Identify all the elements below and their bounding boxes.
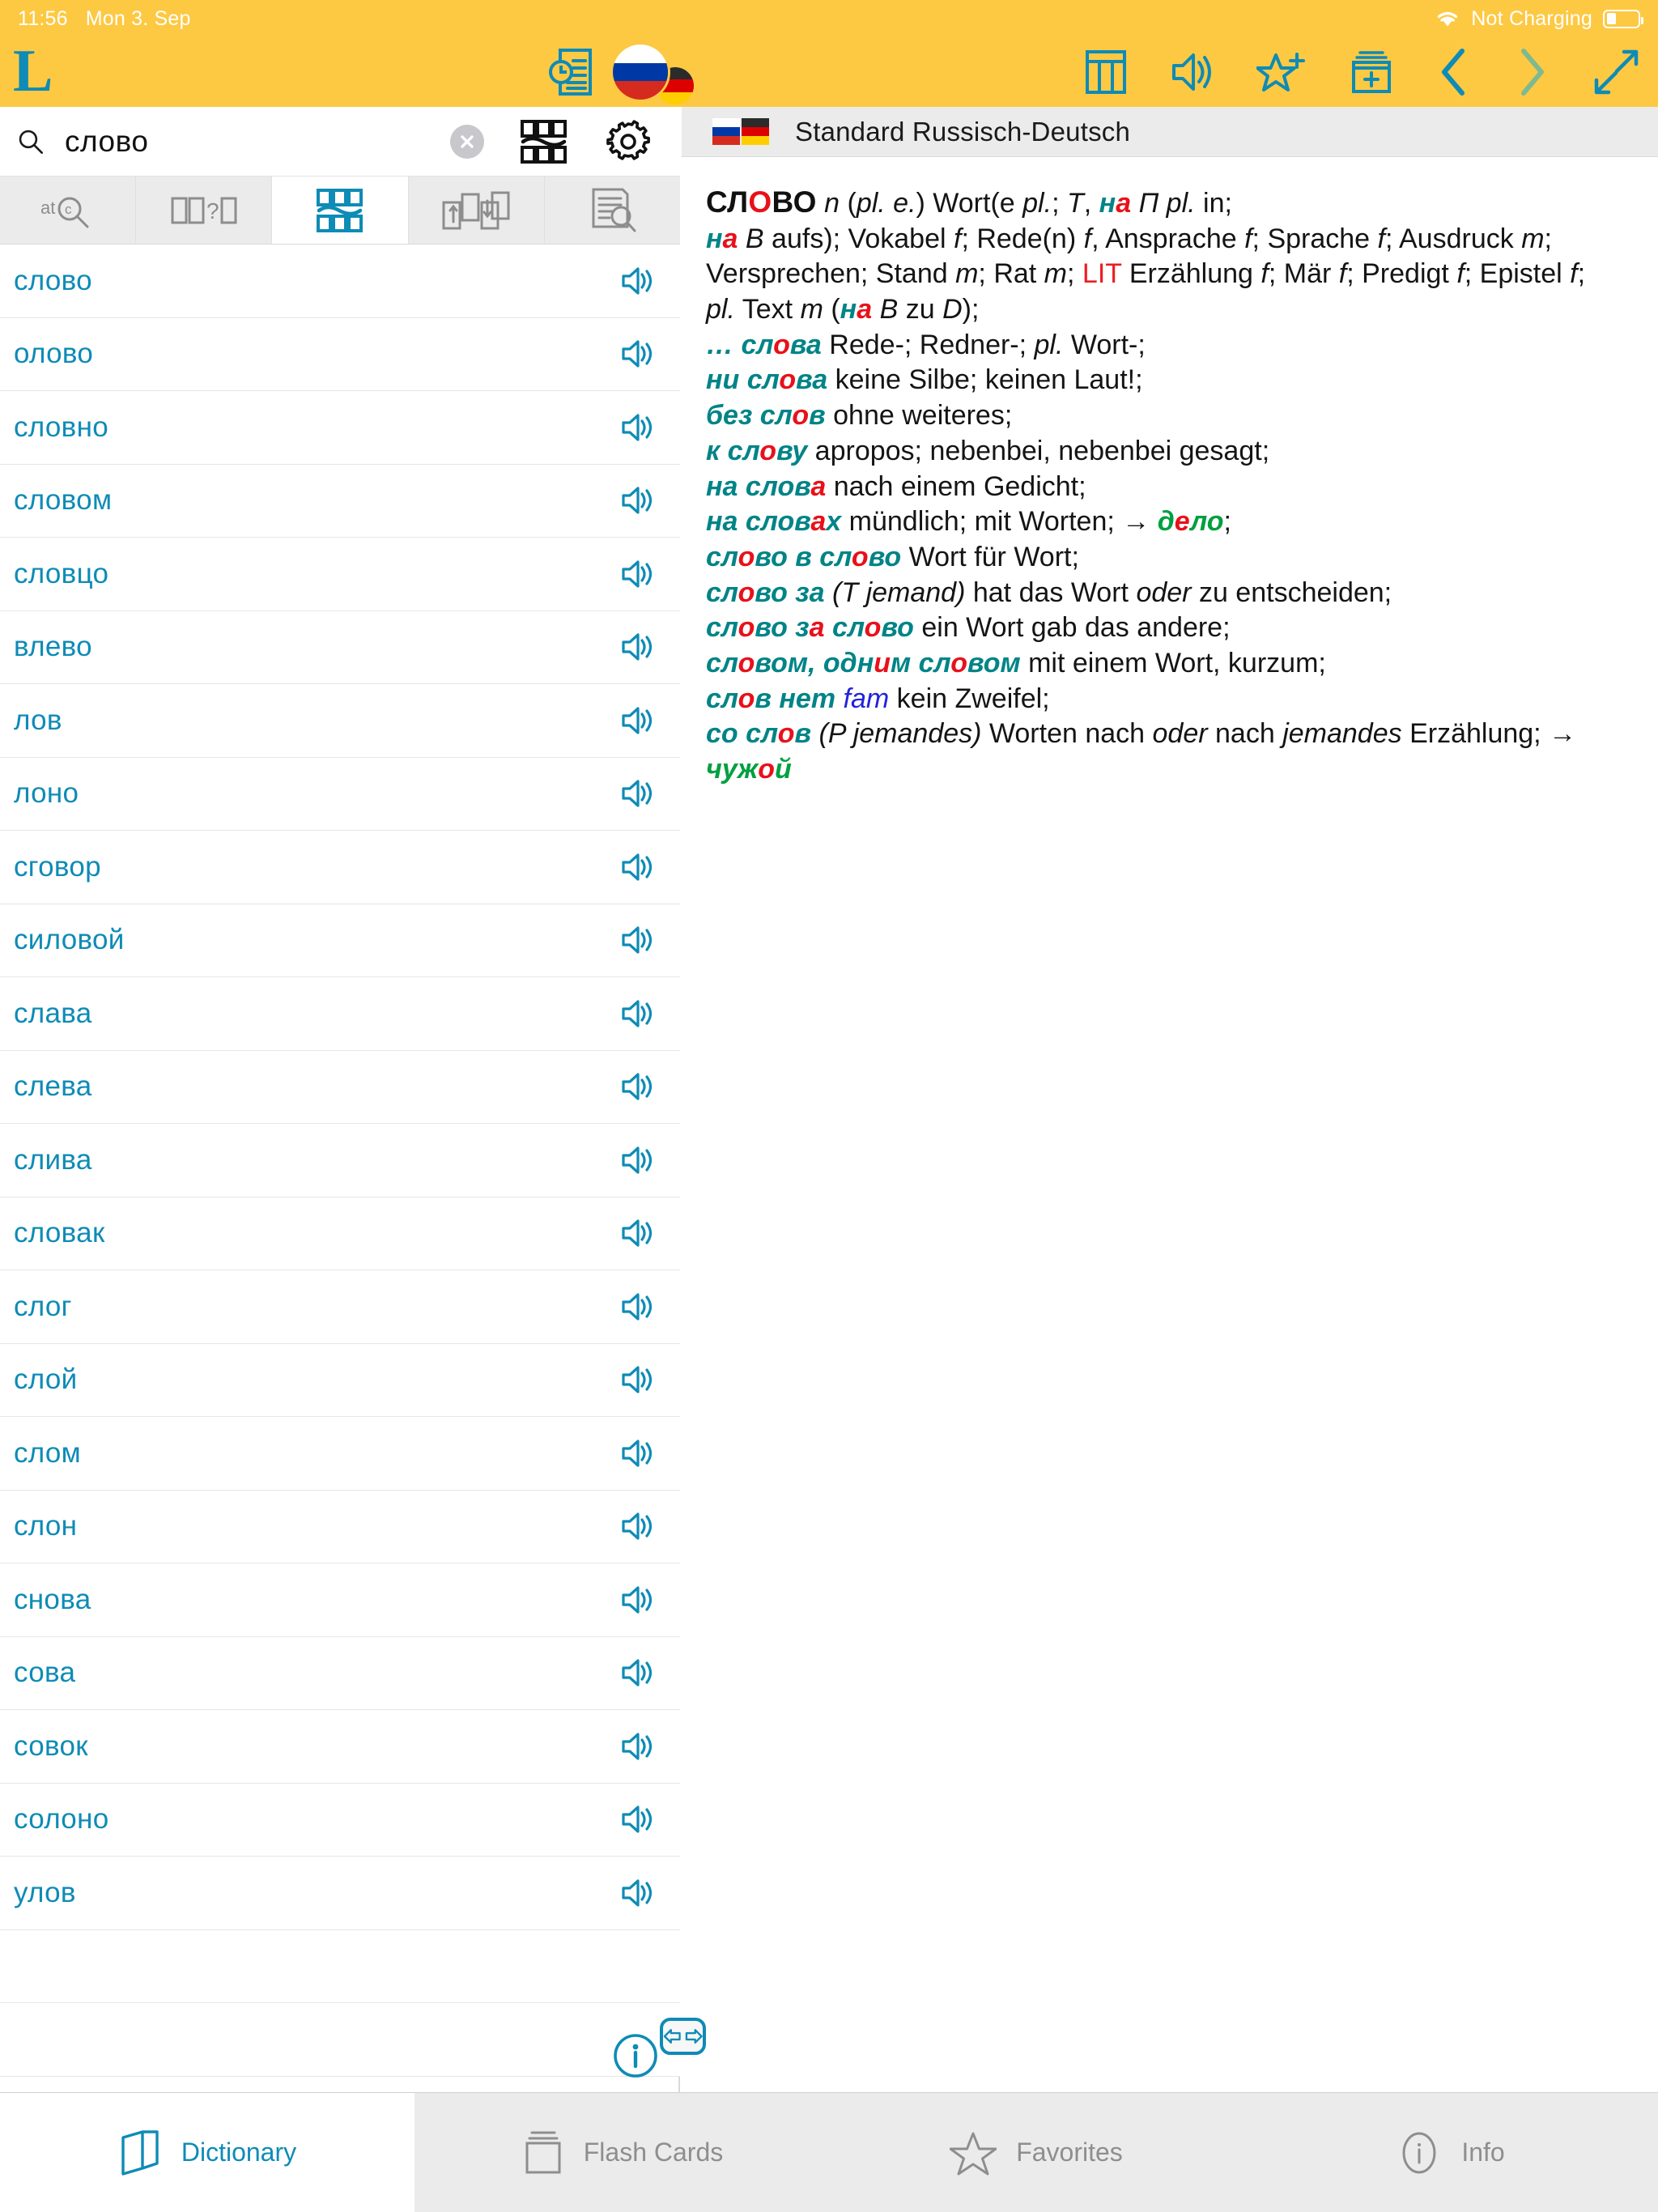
forward-chevron-icon[interactable]	[1514, 46, 1550, 98]
speaker-icon[interactable]	[620, 1509, 657, 1543]
speaker-icon[interactable]	[620, 1436, 657, 1470]
status-time: 11:56	[18, 6, 68, 30]
speaker-icon[interactable]	[620, 630, 657, 664]
tab-info[interactable]	[1244, 2093, 1658, 2212]
entry-line-12: слово за (T jemand) hat das Wort oder zu entscheiden;	[706, 576, 1392, 608]
german-flag-icon	[742, 118, 769, 146]
word-list-item-label: совок	[14, 1729, 88, 1762]
word-list-item-label: слом	[14, 1436, 82, 1469]
svg-text:c: c	[64, 201, 72, 217]
speaker-icon[interactable]	[620, 1876, 657, 1910]
wifi-icon	[1435, 9, 1460, 28]
word-list-item[interactable]	[0, 538, 680, 611]
word-list-item-label: словом	[14, 484, 113, 517]
history-document-icon[interactable]	[549, 48, 593, 96]
word-list-item[interactable]	[0, 1637, 680, 1711]
speaker-icon[interactable]	[620, 776, 657, 810]
tab-reverse-search[interactable]	[409, 177, 545, 244]
dictionary-flags	[712, 118, 769, 146]
word-list-item[interactable]	[0, 245, 680, 318]
main-content	[0, 107, 1658, 2092]
word-list-item[interactable]	[0, 1784, 680, 1857]
speaker-icon[interactable]	[620, 1656, 657, 1690]
tab-dictionary-label: Dictionary	[181, 2138, 297, 2167]
speaker-icon[interactable]	[620, 483, 657, 517]
word-list-item[interactable]	[0, 1857, 680, 1930]
speaker-icon[interactable]	[620, 997, 657, 1031]
word-list-item-label: олово	[14, 338, 94, 370]
fullscreen-expand-icon[interactable]	[1592, 47, 1640, 97]
word-list-item[interactable]	[0, 977, 680, 1051]
entry-line-16: со слов (P jemandes) Worten nach oder nach jemandes Erzählung; →	[706, 718, 1577, 750]
language-pair-flags-icon[interactable]	[610, 42, 699, 102]
star-icon	[950, 2129, 997, 2176]
speaker-icon[interactable]	[620, 1216, 657, 1250]
word-list-item[interactable]	[0, 904, 680, 978]
entry-line-2: на B aufs); Vokabel f; Rede(n) f, Ansprache f; Sprache f; Ausdruck m;	[706, 223, 1552, 254]
arrow-right-icon	[684, 2027, 704, 2045]
entry-line-14: словом, одним словом mit einem Wort, kurzum;	[706, 647, 1326, 678]
speaker-icon[interactable]	[620, 410, 657, 445]
word-list-item-label: словцо	[14, 557, 109, 589]
word-list-item-label: снова	[14, 1583, 91, 1615]
word-list-item-label: влево	[14, 631, 92, 663]
tab-flash-cards[interactable]	[414, 2093, 829, 2212]
entry-line-15: слов нет fam kein Zweifel;	[706, 683, 1050, 714]
speaker-icon[interactable]	[620, 1070, 657, 1104]
left-pane	[0, 107, 680, 2092]
word-list-item-label: лоно	[14, 777, 79, 810]
word-list-item[interactable]	[0, 758, 680, 832]
svg-text:?: ?	[206, 198, 219, 223]
tab-favorites-label: Favorites	[1016, 2138, 1123, 2167]
search-bar	[0, 107, 680, 177]
status-bar-left	[0, 7, 191, 31]
word-list-item[interactable]	[0, 1344, 680, 1418]
layout-columns-icon[interactable]	[1085, 49, 1127, 96]
entry-line-headword: СЛОВО n (pl. e.) Wort(e pl.; T, на П pl. in;	[706, 185, 1232, 219]
word-list-item-label: слива	[14, 1143, 92, 1176]
search-icon	[18, 125, 44, 159]
pane-splitter-handle[interactable]	[660, 2018, 706, 2055]
speaker-icon[interactable]	[620, 1363, 657, 1397]
tab-dictionary[interactable]	[0, 2093, 414, 2212]
word-list-item[interactable]	[0, 1710, 680, 1784]
word-list-item-label: солоно	[14, 1803, 109, 1836]
status-bar	[0, 0, 1658, 37]
dictionary-title-bar[interactable]	[682, 107, 1658, 157]
battery-status-label: Not Charging	[1471, 6, 1592, 30]
open-book-icon	[118, 2128, 162, 2178]
entry-line-13: слово за слово ein Wort gab das andere;	[706, 612, 1231, 644]
virtual-keyboard-icon[interactable]	[520, 118, 568, 165]
arrow-left-icon	[663, 2027, 682, 2045]
tab-headword-search[interactable]	[0, 177, 136, 244]
word-list-item-label: слово	[14, 264, 92, 296]
tab-flash-cards-label: Flash Cards	[583, 2138, 724, 2167]
speaker-icon[interactable]	[620, 1290, 657, 1324]
word-list-item[interactable]	[0, 318, 680, 392]
word-list-item[interactable]	[0, 1124, 680, 1197]
word-list-item-label: сова	[14, 1657, 76, 1689]
entry-line-5: … слова Rede-; Redner-; pl. Wort-;	[706, 329, 1146, 360]
dictionary-entry	[682, 157, 1658, 788]
tab-fuzzy-search[interactable]	[272, 177, 408, 244]
word-list-item[interactable]	[0, 611, 680, 685]
bottom-tab-bar	[0, 2092, 1658, 2212]
speaker-icon[interactable]	[620, 337, 657, 371]
russian-flag-icon	[610, 42, 670, 102]
speaker-icon[interactable]	[1169, 49, 1214, 96]
speaker-icon[interactable]	[620, 1802, 657, 1836]
add-to-favorites-star-icon[interactable]	[1256, 49, 1307, 96]
info-circle-icon	[1397, 2129, 1442, 2176]
tab-fulltext-search[interactable]	[545, 177, 680, 244]
clear-icon[interactable]	[450, 125, 484, 159]
word-list-item-label: слава	[14, 997, 92, 1029]
app-header	[0, 37, 1658, 107]
card-stack-icon	[521, 2128, 564, 2178]
word-list-item[interactable]	[0, 831, 680, 904]
word-list-item[interactable]	[0, 465, 680, 538]
word-list-item[interactable]	[0, 1051, 680, 1125]
word-list-item-label: слой	[14, 1363, 78, 1396]
entry-line-8: к слову apropos; nebenbei, nebenbei gesagt;	[706, 435, 1270, 466]
status-date: Mon 3. Sep	[85, 6, 191, 30]
word-list-item[interactable]	[0, 684, 680, 758]
word-list-item-label: улов	[14, 1876, 76, 1908]
word-list-item[interactable]	[0, 1197, 680, 1271]
svg-text:at: at	[40, 197, 55, 218]
word-list-empty-row	[0, 1930, 680, 2004]
back-chevron-icon[interactable]	[1436, 46, 1472, 98]
tab-wildcard-search[interactable]	[136, 177, 272, 244]
header-center-group	[549, 42, 699, 102]
entry-line-4: pl. Text m (на B zu D);	[706, 294, 980, 325]
search-input[interactable]	[65, 125, 450, 159]
add-flashcard-icon[interactable]	[1349, 49, 1394, 96]
speaker-icon[interactable]	[620, 1729, 657, 1763]
status-bar-right	[1435, 7, 1658, 31]
tab-info-label: Info	[1461, 2138, 1505, 2167]
dictionary-title: Standard Russisch-Deutsch	[795, 116, 1131, 147]
word-list-item[interactable]	[0, 391, 680, 465]
word-list-item-label: словак	[14, 1217, 105, 1249]
word-list-item-label: лов	[14, 704, 62, 736]
entry-line-3: Versprechen; Stand m; Rat m; LIT Erzählung f; Mär f; Predigt f; Epistel f;	[706, 258, 1586, 290]
word-list[interactable]	[0, 245, 680, 2077]
info-circle-icon[interactable]	[612, 2032, 659, 2079]
word-list-item-label: слон	[14, 1510, 78, 1542]
word-list-item-label: словно	[14, 410, 108, 443]
entry-line-6: ни слова keine Silbe; keinen Laut!;	[706, 364, 1143, 396]
entry-line-9: на слова nach einem Gedicht;	[706, 470, 1086, 502]
speaker-icon[interactable]	[620, 1583, 657, 1617]
speaker-icon[interactable]	[620, 264, 657, 298]
speaker-icon[interactable]	[620, 1143, 657, 1177]
word-list-item-label: сговор	[14, 850, 101, 883]
speaker-icon[interactable]	[620, 923, 657, 957]
word-list-item-label: слева	[14, 1070, 92, 1103]
tab-favorites[interactable]	[829, 2093, 1244, 2212]
search-mode-tabs	[0, 177, 680, 245]
entry-line-11: слово в слово Wort für Wort;	[706, 541, 1079, 572]
entry-line-7: без слов ohne weiteres;	[706, 400, 1013, 432]
langenscheidt-logo: L	[13, 38, 53, 105]
word-list-item[interactable]	[0, 1491, 680, 1564]
word-list-item-label: слог	[14, 1290, 72, 1322]
word-list-item-label: силовой	[14, 924, 125, 956]
speaker-icon[interactable]	[620, 557, 657, 591]
word-list-item[interactable]	[0, 1563, 680, 1637]
entry-line-17: чужой	[706, 754, 792, 785]
word-list-item[interactable]	[0, 1417, 680, 1491]
battery-icon	[1603, 10, 1640, 28]
header-toolbar	[1085, 46, 1640, 98]
gear-icon[interactable]	[606, 119, 651, 164]
word-list-empty-row	[0, 2003, 680, 2077]
speaker-icon[interactable]	[620, 850, 657, 884]
speaker-icon[interactable]	[620, 704, 657, 738]
entry-line-10: на словах mündlich; mit Worten; → дело;	[706, 506, 1231, 538]
russian-flag-icon	[712, 118, 740, 146]
right-pane	[682, 107, 1658, 2092]
word-list-item[interactable]	[0, 1270, 680, 1344]
